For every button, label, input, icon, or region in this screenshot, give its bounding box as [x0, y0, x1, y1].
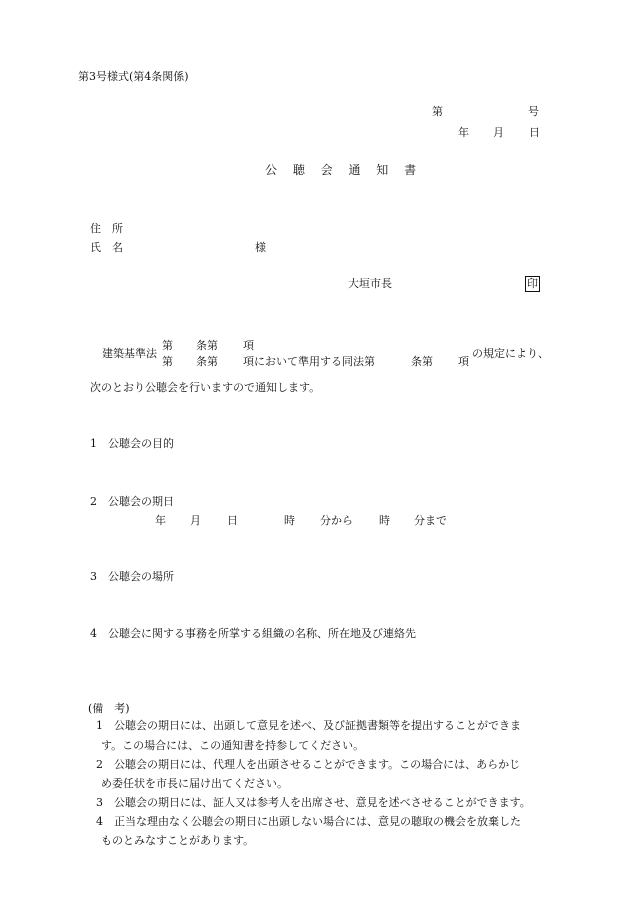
note-line: め委任状を市長に届け出てください。	[101, 777, 288, 790]
document-title: 公 聴 会 通 知 書	[265, 163, 423, 177]
ref-line2-part1: 第	[162, 355, 173, 368]
note-line: 3 公聴会の期日には、証人又は参考人を出席させ、意見を述べさせることができます。	[96, 796, 531, 809]
note-line: 1 公聴会の期日には、出頭して意見を述べ、及び証拠書類等を提出することができま	[96, 719, 521, 732]
datetime-minute-from: 分から	[320, 514, 353, 527]
ref-line1-part1: 第	[162, 339, 173, 352]
ref-line1-part2: 条第	[196, 339, 218, 352]
notes-heading: (備 考)	[88, 702, 130, 715]
sender-title: 大垣市長	[348, 277, 392, 290]
doc-number-prefix: 第	[432, 105, 443, 118]
datetime-hour-to: 時	[379, 514, 390, 527]
ref-line2-part3: 項において準用する同法第	[243, 355, 375, 368]
datetime-month: 月	[190, 514, 201, 527]
date-month: 月	[493, 126, 504, 139]
item-purpose: 1 公聴会の目的	[90, 437, 174, 450]
note-line: 4 正当な理由なく公聴会の期日に出頭しない場合には、意見の聴取の機会を放棄した	[96, 815, 521, 828]
ref-suffix: の規定により、	[472, 347, 549, 360]
ref-line2-part5: 項	[458, 355, 469, 368]
honorific: 様	[255, 241, 266, 254]
date-day: 日	[529, 126, 540, 139]
datetime-hour-from: 時	[284, 514, 295, 527]
ref-line2-part4: 条第	[411, 355, 433, 368]
datetime-minute-to: 分まで	[414, 514, 447, 527]
form-label: 第3号様式(第4条関係)	[78, 70, 189, 83]
notice-sentence: 次のとおり公聴会を行いますので通知します。	[90, 381, 321, 394]
note-line: 2 公聴会の期日には、代理人を出頭させることができます。この場合には、あらかじ	[96, 758, 521, 771]
law-name: 建築基準法	[102, 347, 157, 360]
datetime-year: 年	[155, 514, 166, 527]
note-line: ものとみなすことがあります。	[101, 834, 255, 847]
name-label: 氏 名	[90, 241, 123, 254]
item-place: 3 公聴会の場所	[90, 570, 174, 583]
datetime-day: 日	[227, 514, 238, 527]
note-line: す。この場合には、この通知書を持参してください。	[101, 739, 365, 752]
item-organization: 4 公聴会に関する事務を所掌する組織の名称、所在地及び連絡先	[90, 627, 416, 640]
ref-line1-part3: 項	[243, 339, 254, 352]
doc-number-suffix: 号	[528, 105, 539, 118]
seal-mark: 印	[527, 277, 538, 290]
item-datetime-label: 2 公聴会の期日	[90, 495, 174, 508]
ref-line2-part2: 条第	[196, 355, 218, 368]
date-year: 年	[458, 126, 469, 139]
address-label: 住 所	[90, 222, 123, 235]
